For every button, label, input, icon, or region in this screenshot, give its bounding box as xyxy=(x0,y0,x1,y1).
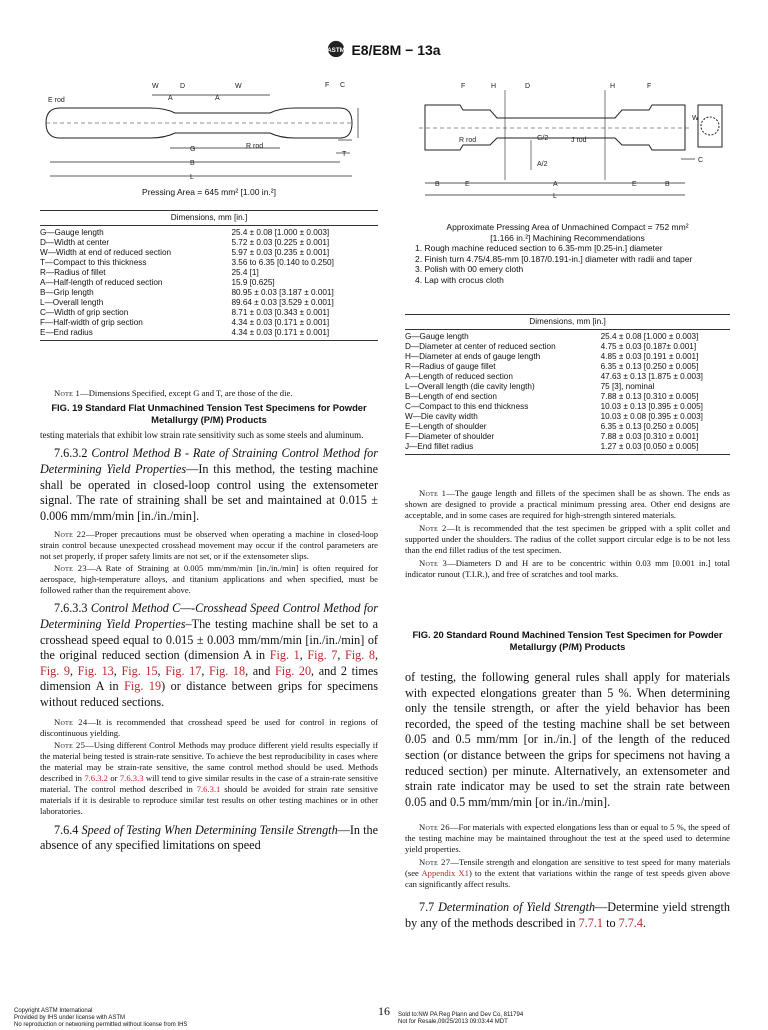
note-text: —Proper precautions must be observed when operating a machine in closed-loop strain control because unexpected crosshead movement may occur if the control parameters are not set properly, if proper safety limits are not set, or if the extensometer slips. xyxy=(40,529,379,562)
fig20-label-e: E xyxy=(465,181,470,188)
fig19-pressing-area: Pressing Area = 645 mm² [1.00 in.²] xyxy=(142,187,276,197)
fig20-table-row xyxy=(405,372,730,382)
note-text: —It is recommended that the test specimen be gripped with a split collet and supported under the shoulders. The radius of the collet support circular edge is to be not less than the end fillet radius of the test specimen. xyxy=(405,523,730,555)
fig20-pressing-area-line2: [1.166 in.²] Machining Recommendations xyxy=(490,232,645,243)
dimension-label: C—Compact to this end thickness xyxy=(405,402,529,411)
dimension-label: R—Radius of fillet xyxy=(40,268,106,277)
fig19-table-row xyxy=(40,238,378,248)
dimension-value: 4.34 ± 0.03 [0.171 ± 0.001] xyxy=(231,318,330,327)
fig19-table-row xyxy=(40,278,378,288)
recommendation-item: 3. Polish with 00 emery cloth xyxy=(415,264,524,274)
dimension-value: 7.88 ± 0.13 [0.310 ± 0.005] xyxy=(600,392,699,401)
fig20-table-row xyxy=(405,342,730,352)
fig20-label-b: B xyxy=(435,181,440,188)
fig19-table-row xyxy=(40,298,378,308)
fig20-label-w: W xyxy=(692,115,699,122)
fig19-dimensions-table xyxy=(40,210,378,341)
fig20-label-d: D xyxy=(525,83,531,90)
fig20-label-f: F xyxy=(461,83,466,90)
section-7-6-3-2-link[interactable]: 7.6.3.2 xyxy=(84,772,108,783)
section-7-6-3-2 xyxy=(40,446,378,524)
fig19-label-w: W xyxy=(152,83,159,90)
dimension-value: 10.03 ± 0.13 [0.395 ± 0.005] xyxy=(600,402,703,411)
dimension-label: A—Length of reduced section xyxy=(405,372,513,381)
right-column-text xyxy=(405,670,730,932)
dimension-label: D—Diameter at center of reduced section xyxy=(405,342,556,351)
note-label: Note 25 xyxy=(54,739,86,750)
recommendation-item: 4. Lap with crocus cloth xyxy=(415,274,504,285)
section-7-6-3-3: 7.6.3.3 Control Method C—-Crosshead Speed Control Method for Determining Yield Properties–The testing machine shall be set to a crosshead speed equal to 0.015 ± 0.003 mm/mm/min [in./in./min] of the original reduced section (dimension A in Fig. 1, Fig. 7, Fig. 8, Fig. 9, Fig. 13, Fig. 15, Fig. 17, Fig. 18, and Fig. 20, and 2 times dimension A in Fig. 19) or distance between grips for specimens without reduced sections. xyxy=(40,601,379,709)
fig19-table-header: Dimensions, mm [in.] xyxy=(40,211,378,226)
fig-13-link[interactable]: Fig. 13 xyxy=(77,663,114,678)
note-text: will tend to give similar results in the case of a strain-rate sensitive material. The control method described in xyxy=(40,772,378,794)
note-22 xyxy=(40,529,378,562)
fig20-table-row xyxy=(405,362,730,372)
dimension-value: 5.97 ± 0.03 [0.235 ± 0.001] xyxy=(231,248,330,257)
fig20-label-b2: B xyxy=(665,181,670,188)
note-label: Note 1 xyxy=(419,488,447,498)
dimension-value: 89.64 ± 0.03 [3.529 ± 0.001] xyxy=(231,298,334,307)
footer-left xyxy=(14,1008,187,1030)
section-7-7-4-link[interactable]: 7.7.4 xyxy=(618,915,643,930)
note-text: or xyxy=(107,772,120,783)
fig20-table-row xyxy=(405,392,730,402)
footer-notice: No reproduction or networking permitted without license from IHS xyxy=(14,1022,188,1029)
section-body: . xyxy=(642,915,647,930)
dimension-label: G—Gauge length xyxy=(40,228,104,237)
section-title: Speed of Testing When Determining Tensile Strength xyxy=(81,822,338,837)
fig-15-link[interactable]: Fig. 15 xyxy=(121,663,158,678)
dimension-label: E—Length of shoulder xyxy=(405,422,487,431)
fig19-label-b: B xyxy=(190,160,195,167)
section-body: —In the absence of any specified limitations on speed xyxy=(40,822,378,853)
appendix-x1-link[interactable]: Appendix X1 xyxy=(421,868,469,879)
fig20-table-row xyxy=(405,442,730,455)
section-body: and 2 times dimension A in xyxy=(40,663,379,694)
fig20-recommendations xyxy=(405,243,730,285)
section-7-7 xyxy=(405,900,730,931)
note-text: —The gauge length and fillets of the specimen shall be as shown. The ends as shown are designed to provide a practical minimum pressing area. Other end designs are acceptable, and in some cases are required for high-strength sintered materials. xyxy=(405,488,730,520)
dimension-value: 80.95 ± 0.03 [3.187 ± 0.001] xyxy=(231,288,334,297)
fig-9-link[interactable]: Fig. 9 xyxy=(40,663,71,678)
dimension-value: 4.75 ± 0.03 [0.187± 0.001] xyxy=(600,342,697,351)
fig20-table-row xyxy=(405,422,730,432)
fig19-table-row xyxy=(40,268,378,278)
fig20-notes xyxy=(405,488,730,580)
dimension-label: L—Overall length xyxy=(40,298,104,307)
note-label: Note 27 xyxy=(419,857,451,868)
fig-17-link[interactable]: Fig. 17 xyxy=(165,663,202,678)
section-title: Determination of Yield Strength xyxy=(438,900,596,915)
fig19-table-row xyxy=(40,288,378,298)
fig19-table-row xyxy=(40,226,378,239)
dimension-value: 8.71 ± 0.03 [0.343 ± 0.001] xyxy=(231,308,330,317)
note-text: —A Rate of Straining at 0.005 mm/mm/min [in./in./min] is often required for aerospace, high-temperature alloys, and titanium applications and when specified, must be followed rather than the requirement above. xyxy=(40,563,379,596)
section-number: 7.6.3.2 xyxy=(54,446,92,461)
page-number: 16 xyxy=(378,1004,390,1018)
note-text: —Tensile strength and elongation are sensitive to test speed for many materials (see xyxy=(405,857,730,879)
fig20-table-row xyxy=(405,330,730,343)
dimension-label: L—Overall length (die cavity length) xyxy=(405,382,535,391)
fig-7-link[interactable]: Fig. 7 xyxy=(307,648,338,663)
note-label: Note 2 xyxy=(419,523,447,533)
section-7-6-3-3-link[interactable]: 7.6.3.3 xyxy=(119,772,144,783)
dimension-label: F—Half-width of grip section xyxy=(40,318,143,327)
note-23 xyxy=(40,563,378,596)
fig19-note xyxy=(40,388,378,399)
section-number: 7.6.3.3 xyxy=(54,601,91,616)
section-7-7-1-link[interactable]: 7.7.1 xyxy=(578,915,604,930)
note-text: ) to the extent that variations within the range of test speeds given above can significantly affect results. xyxy=(405,868,730,890)
section-title: Control Method B - Rate of Straining Control Method for Determining Yield Properties xyxy=(40,446,379,476)
fig20-label-a-half: A/2 xyxy=(537,161,548,168)
fig20-table-row xyxy=(405,432,730,442)
fig20-dimensions-table xyxy=(405,314,730,455)
dimension-value: 25.4 [1] xyxy=(231,268,259,277)
fig19-label-d: D xyxy=(180,83,186,90)
fig19-table-row xyxy=(40,248,378,258)
section-number: 7.7 xyxy=(419,900,439,915)
note-25 xyxy=(40,740,378,817)
fig20-table-header: Dimensions, mm [in.] xyxy=(405,315,730,330)
fig20-label-l: L xyxy=(553,193,557,200)
fig20-label-c: C xyxy=(698,157,704,164)
fig19-label-erod: E rod xyxy=(48,97,65,104)
fig20-table-row xyxy=(405,352,730,362)
section-body: to xyxy=(603,915,619,930)
fig19-label-a2: A xyxy=(215,95,220,102)
fig20-label-g-half: G/2 xyxy=(537,135,549,142)
fig19-note-text: —Dimensions Specified, except G and T, are those of the die. xyxy=(80,388,293,398)
svg-text:ASTM: ASTM xyxy=(327,47,346,55)
page-header xyxy=(0,40,768,58)
dimension-label: W—Die cavity width xyxy=(405,412,478,421)
fig19-dimensions-table-wrap xyxy=(40,210,378,341)
fig19-label-f: F xyxy=(325,82,330,89)
fig20-label-e2: E xyxy=(632,181,637,188)
footer-resale: Not for Resale,09/25/2013 09:03:44 MDT xyxy=(398,1019,508,1026)
dimension-value: 6.35 ± 0.13 [0.250 ± 0.005] xyxy=(600,422,699,431)
fig20-table-row xyxy=(405,412,730,422)
recommendation-item: 1. Rough machine reduced section to 6.35-mm [0.25-in.] diameter xyxy=(415,243,663,253)
dimension-value: 4.34 ± 0.03 [0.171 ± 0.001] xyxy=(223,328,378,341)
document-title: E8/E8M − 13a xyxy=(351,42,441,58)
section-title: Control Method C—-Crosshead Speed Control Method for Determining Yield Properties xyxy=(40,601,378,631)
fig20-label-h: H xyxy=(491,83,497,90)
footer-right xyxy=(398,1012,523,1026)
dimension-label: H—Diameter at ends of gauge length xyxy=(405,352,541,361)
dimension-label: R—Radius of gauge fillet xyxy=(405,362,496,371)
dimension-value: 5.72 ± 0.03 [0.225 ± 0.001] xyxy=(231,238,330,247)
dimension-label: C—Width of grip section xyxy=(40,308,129,317)
dimension-value: 3.56 to 6.35 [0.140 to 0.250] xyxy=(231,258,334,267)
fig19-diagram xyxy=(40,78,360,188)
dimension-value: 10.03 ± 0.08 [0.395 ± 0.003] xyxy=(600,412,703,421)
dimension-value: 7.88 ± 0.03 [0.310 ± 0.001] xyxy=(600,432,699,441)
fig20-caption: FIG. 20 Standard Round Machined Tension Test Specimen for Powder Metallurgy (P/M) Products xyxy=(412,629,723,652)
dimension-value: 75 [3], nominal xyxy=(600,382,655,391)
fig19-caption: FIG. 19 Standard Flat Unmachined Tension Test Specimens for Powder Metallurgy (P/M) Products xyxy=(51,402,367,425)
note-text: —For materials with expected elongations less than or equal to 5 %, the speed of the testing machine may be maintained throughout the test at the speed used to determine yield properties. xyxy=(405,822,730,855)
note-26 xyxy=(405,822,730,855)
fig20-pressing-area-line1: Approximate Pressing Area of Unmachined Compact = 752 mm² xyxy=(446,222,689,232)
fig20-note-3 xyxy=(405,558,730,580)
fig-18-link[interactable]: Fig. 18 xyxy=(208,663,246,678)
left-column-text xyxy=(40,430,378,854)
footer-license: Provided by IHS under license with ASTM xyxy=(14,1015,126,1022)
fig-19-link[interactable]: Fig. 19 xyxy=(124,679,162,694)
note-24 xyxy=(40,717,378,739)
fig20-label-a: A xyxy=(553,181,558,188)
fig20-note-1 xyxy=(405,488,730,521)
fig-8-link[interactable]: Fig. 8 xyxy=(344,648,375,663)
fig19-table-row xyxy=(40,258,378,268)
section-7-6-4 xyxy=(40,823,378,854)
dimension-label: B—Grip length xyxy=(40,288,94,297)
dimension-label: G—Gauge length xyxy=(405,332,469,341)
note-text: should be avoided for strain rate sensitive materials if it is desirable to reproduce similar test results on other testing machines or in other laboratories. xyxy=(40,783,378,816)
note-label: Note 26 xyxy=(419,822,450,833)
dimension-label: B—Length of end section xyxy=(405,392,497,401)
note-text: —Diameters D and H are to be concentric within 0.03 mm [0.001 in.] total indicator runout (T.I.R.), and free of scratches and tool marks. xyxy=(405,558,730,579)
section-body: ) or distance between grips for specimens without reduced sections. xyxy=(40,679,378,709)
note-label: Note 24 xyxy=(54,716,88,727)
fig20-table-row xyxy=(405,402,730,412)
dimension-value: 6.35 ± 0.13 [0.250 ± 0.005] xyxy=(600,362,699,371)
footer-copyright: Copyright ASTM International xyxy=(14,1008,93,1014)
dimension-value: 4.85 ± 0.03 [0.191 ± 0.001] xyxy=(600,352,699,361)
fig20-label-h2: H xyxy=(610,83,616,90)
note-label: Note 3 xyxy=(419,558,448,568)
fig-1-link[interactable]: Fig. 1 xyxy=(269,648,300,663)
section-body: –The testing machine shall be set to a crosshead speed equal to 0.015 ± 0.003 mm/mm/min [in./in./min] of the original reduced section (dimension A in xyxy=(40,616,378,663)
fig19-label-a: A xyxy=(168,95,173,102)
fig20-table-row xyxy=(405,382,730,392)
section-body: —In this method, the testing machine shall be operated in closed-loop control using the extensometer signal. The rate of straining shall be set and maintained at 0.015 ± 0.006 mm/mm/min [in./in./min]. xyxy=(40,462,378,523)
dimension-label: D—Width at center xyxy=(40,238,110,247)
speed-of-testing-continued xyxy=(405,670,730,810)
fig20-label-rrod: R rod xyxy=(459,137,477,144)
dimension-label: W—Width at end of reduced section xyxy=(40,248,172,257)
section-number: 7.6.4 xyxy=(54,822,82,837)
fig20-pressing-area xyxy=(405,222,730,243)
dimension-value: 25.4 ± 0.08 [1.000 ± 0.003] xyxy=(231,228,330,237)
paragraph: of testing, the following general rules shall apply for materials with expected elongations greater than 5 %. When determining only the tensile strength, or after the yield behavior has been recorded, the speed of the testing machine shall be set between 0.05 and 0.5 mm/mm [or in./in.] of the length of the reduced section (or distance between the grips for specimens not having a reduced section) per minute. Alternatively, an extensometer and strain rate indicator may be used to set the strain rate between 0.05 and 0.5 mm/mm/min [or in./in./min]. xyxy=(405,670,730,809)
fig20-dimensions-table-wrap xyxy=(405,314,730,455)
dimension-label: E—End radius xyxy=(40,328,223,341)
section-7-6-3-1-link[interactable]: 7.6.3.1 xyxy=(196,783,221,794)
fig20-note-2 xyxy=(405,523,730,556)
dimension-value: 15.9 [0.625] xyxy=(231,278,275,287)
recommendation-item: 2. Finish turn 4.75/4.85-mm [0.187/0.191-in.] diameter with radii and taper xyxy=(415,253,693,264)
note-label: Note 23 xyxy=(54,563,87,574)
section-body: —Determine yield strength by any of the methods described in xyxy=(405,900,730,930)
fig20-diagram xyxy=(415,80,725,200)
note-27 xyxy=(405,857,730,890)
fig20-label-jrod: J rod xyxy=(571,137,587,144)
fig19-label-l: L xyxy=(190,174,194,181)
dimension-label: T—Compact to this thickness xyxy=(40,258,147,267)
dimension-value: 25.4 ± 0.08 [1.000 ± 0.003] xyxy=(600,332,699,341)
fig-20-link[interactable]: Fig. 20 xyxy=(274,663,312,678)
note-text: —Using different Control Methods may produce different yield results especially if the material being tested is strain-rate sensitive. To achieve the best reproducibility in cases where the material may be strain-rate sensitive, the same control method should be used. Methods described in xyxy=(40,739,378,783)
note-text: —It is recommended that crosshead speed be used for control in regions of discontinuous yielding. xyxy=(40,716,378,738)
fig19-table-row xyxy=(40,308,378,318)
fig19-label-rrod: R rod xyxy=(246,143,264,150)
fig19-note-label: Note 1 xyxy=(54,388,81,398)
dimension-value: 47.63 ± 0.13 [1.875 ± 0.003] xyxy=(600,372,703,381)
dimension-label: J—End fillet radius xyxy=(405,442,593,455)
astm-logo-icon xyxy=(327,40,345,58)
dimension-label: A—Half-length of reduced section xyxy=(40,278,163,287)
fig19-table-row xyxy=(40,328,378,341)
fig19-label-t: T xyxy=(342,151,347,158)
fig19-label-c: C xyxy=(340,82,346,89)
fig19-table-row xyxy=(40,318,378,328)
fig20-label-f2: F xyxy=(647,83,652,90)
fig19-label-w2: W xyxy=(235,83,242,90)
note-label: Note 22 xyxy=(54,529,86,540)
footer-sold-to: Sold to:NW PA Reg Plann and Dev Co, 811794 xyxy=(398,1012,524,1018)
dimension-label: F—Diameter of shoulder xyxy=(405,432,495,441)
fig19-label-g: G xyxy=(190,146,196,153)
continued-paragraph: testing materials that exhibit low strain rate sensitivity such as some steels and aluminum. xyxy=(40,430,364,440)
dimension-value: 1.27 ± 0.03 [0.050 ± 0.005] xyxy=(593,442,730,455)
